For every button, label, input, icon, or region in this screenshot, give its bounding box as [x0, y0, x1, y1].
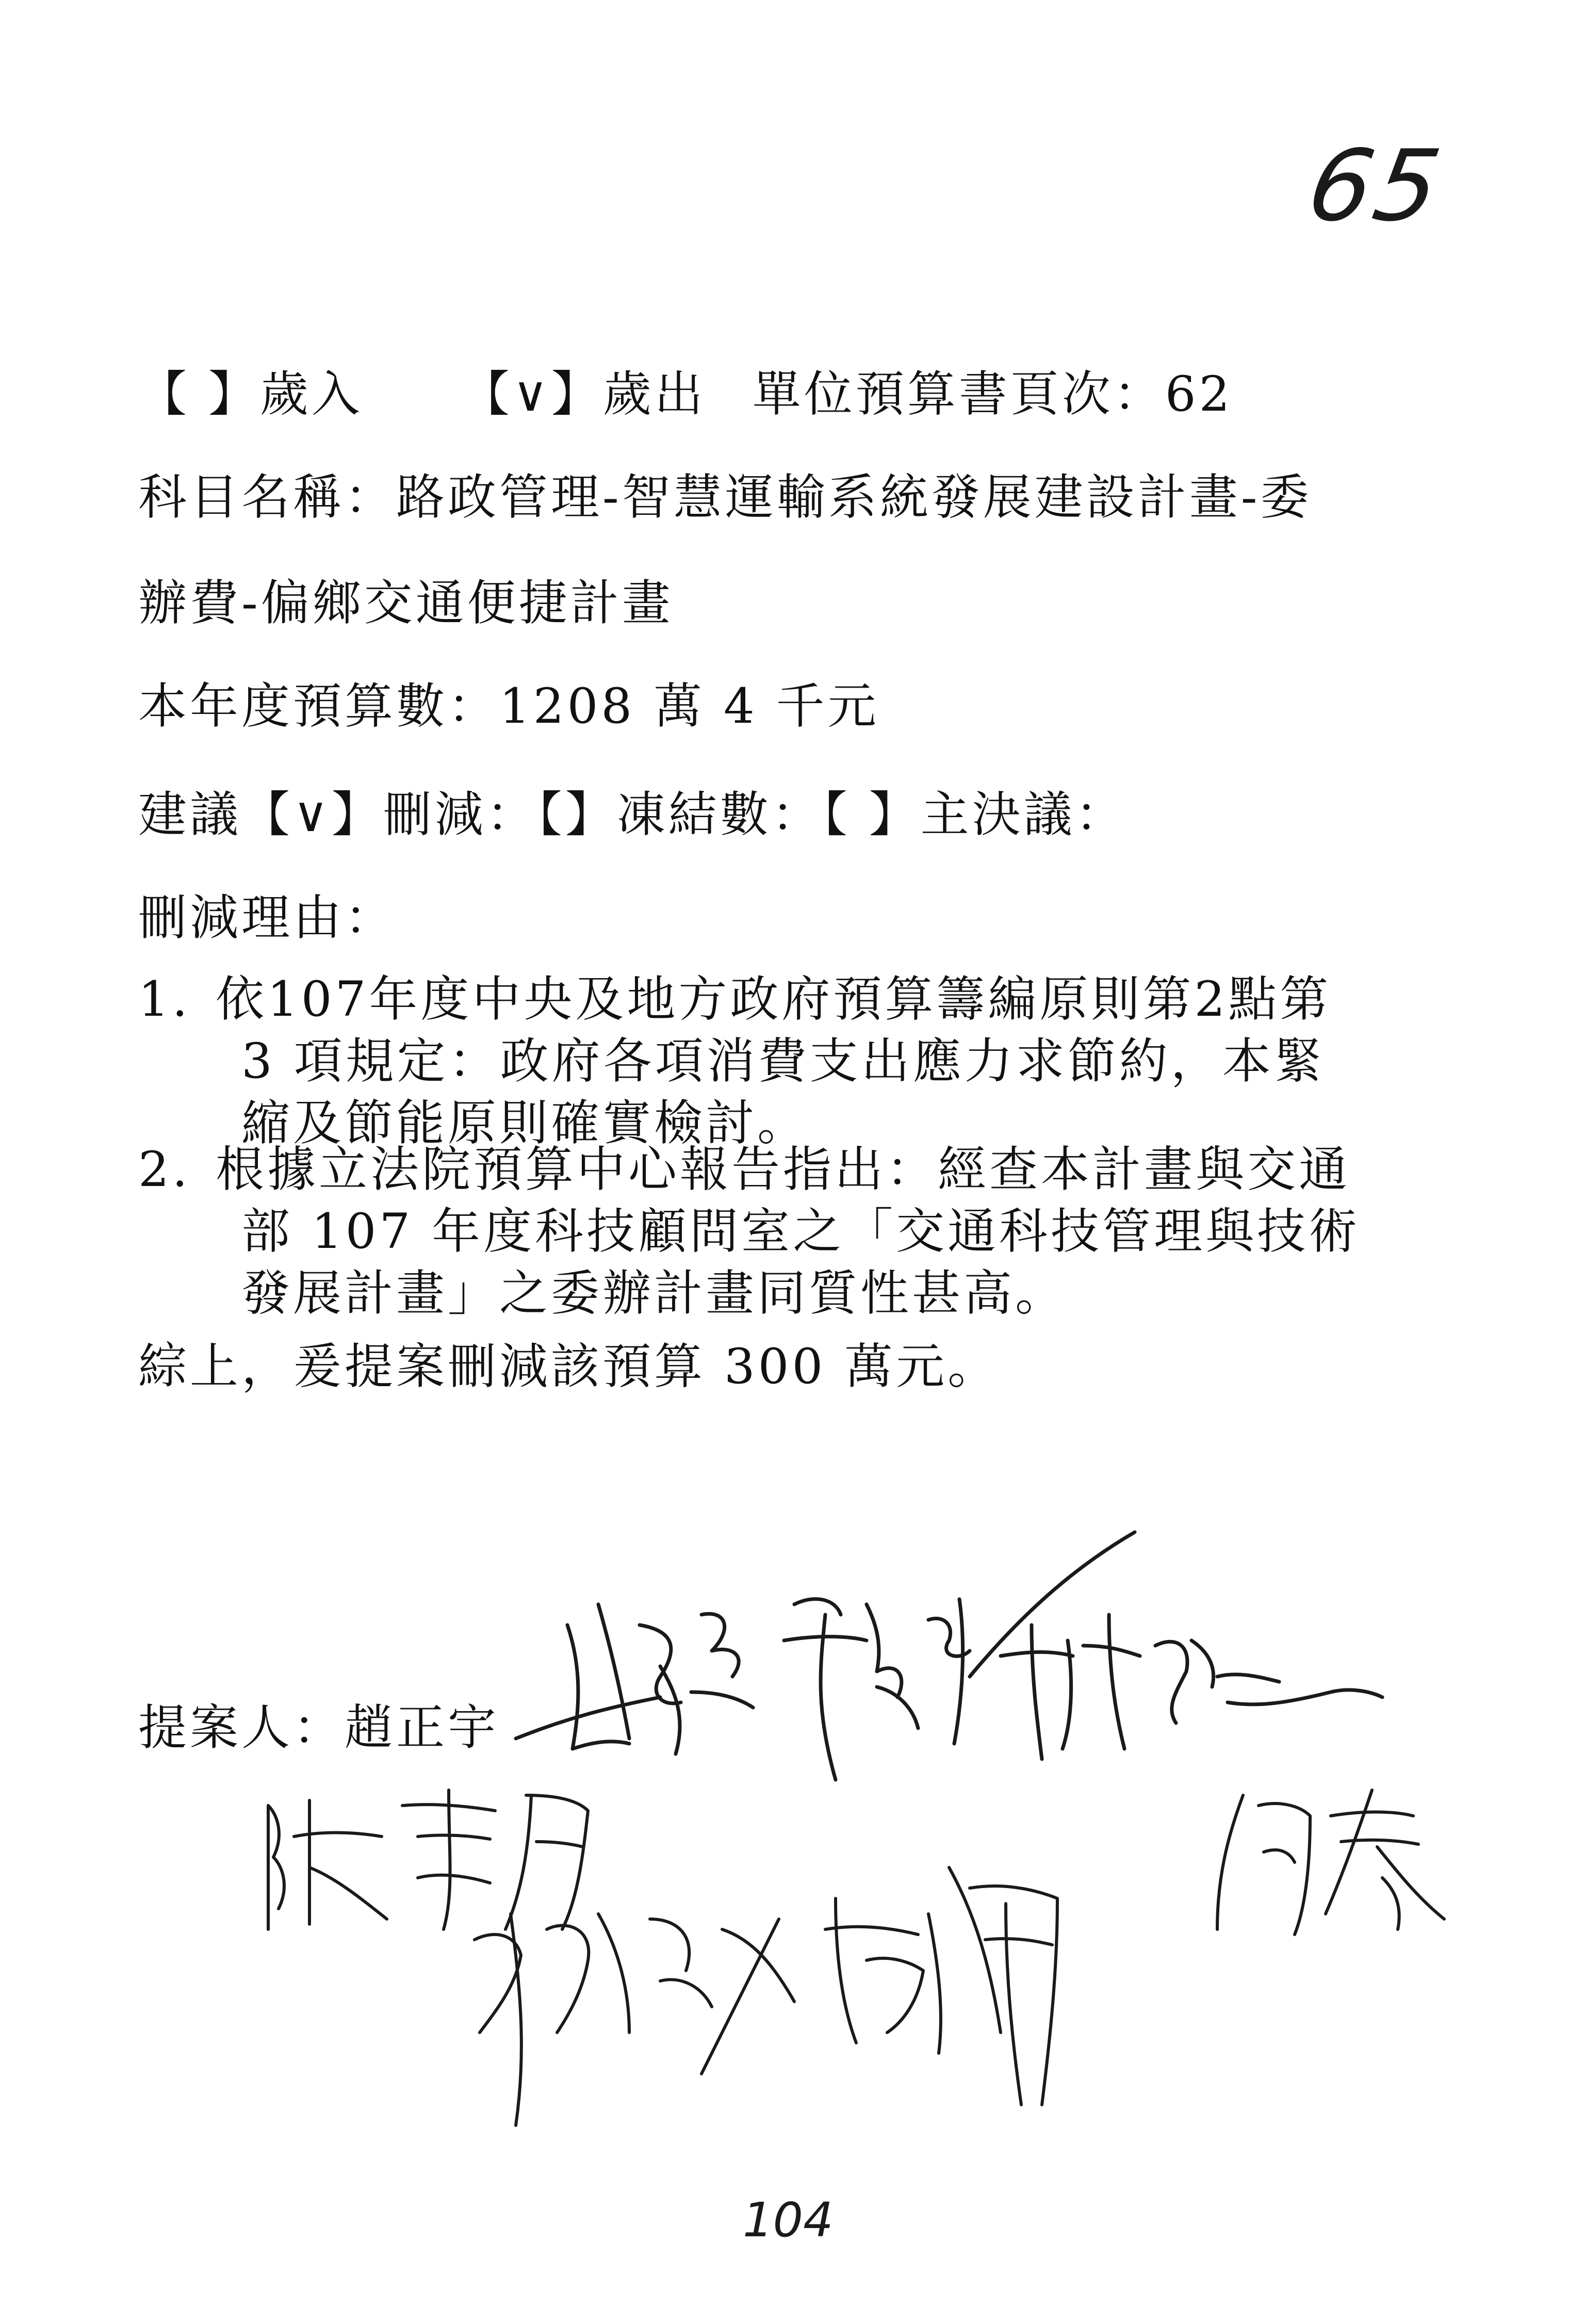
handwritten-footer-number: 104 — [743, 2192, 834, 2248]
signature-strokes-row3 — [464, 1837, 1238, 2172]
expense-checkbox: 【∨】 — [461, 366, 603, 422]
budget-amount: 本年度預算數：1208 萬 4 千元 — [138, 678, 879, 735]
subject-line-2: 辦費-偏鄉交通便捷計畫 — [138, 575, 674, 631]
signature-group-row3 — [464, 1837, 1238, 2174]
budget-type-line — [138, 364, 1233, 426]
revenue-label: 歲入 — [259, 366, 363, 422]
reason-line: 部 107 年度科技顧問室之「交通科技管理與技術 — [241, 1204, 1361, 1260]
expense-label: 歲出 — [602, 366, 706, 422]
reason-line: 根據立法院預算中心報告指出：經查本計畫與交通 — [216, 1142, 1351, 1198]
reason-line: 發展計畫」之委辦計畫同質性甚高。 — [241, 1265, 1067, 1322]
reason-line: 縮及節能原則確實檢討。 — [241, 1095, 809, 1151]
page-reference: 單位預算書頁次：62 — [752, 366, 1233, 422]
reason-number: 1. — [138, 971, 191, 1028]
reason-line: 3 項規定：政府各項消費支出應力求節約，本緊 — [241, 1033, 1326, 1090]
summary-line: 綜上，爰提案刪減該預算 300 萬元。 — [138, 1339, 1000, 1395]
handwritten-page-number: 65 — [1300, 129, 1451, 243]
revenue-checkbox: 【 】 — [138, 366, 260, 422]
subject-line-1: 科目名稱：路政管理-智慧運輸系統發展建設計畫-委 — [138, 469, 1312, 526]
proposer-label: 提案人：趙正宇 — [138, 1700, 500, 1756]
reason-line: 依107年度中央及地方政府預算籌編原則第2點第 — [216, 971, 1332, 1028]
reason-number: 2. — [138, 1142, 191, 1198]
suggestion-line: 建議【∨】刪減：【】凍結數：【 】主決議： — [138, 787, 1127, 843]
reason-title: 刪減理由： — [138, 890, 397, 946]
